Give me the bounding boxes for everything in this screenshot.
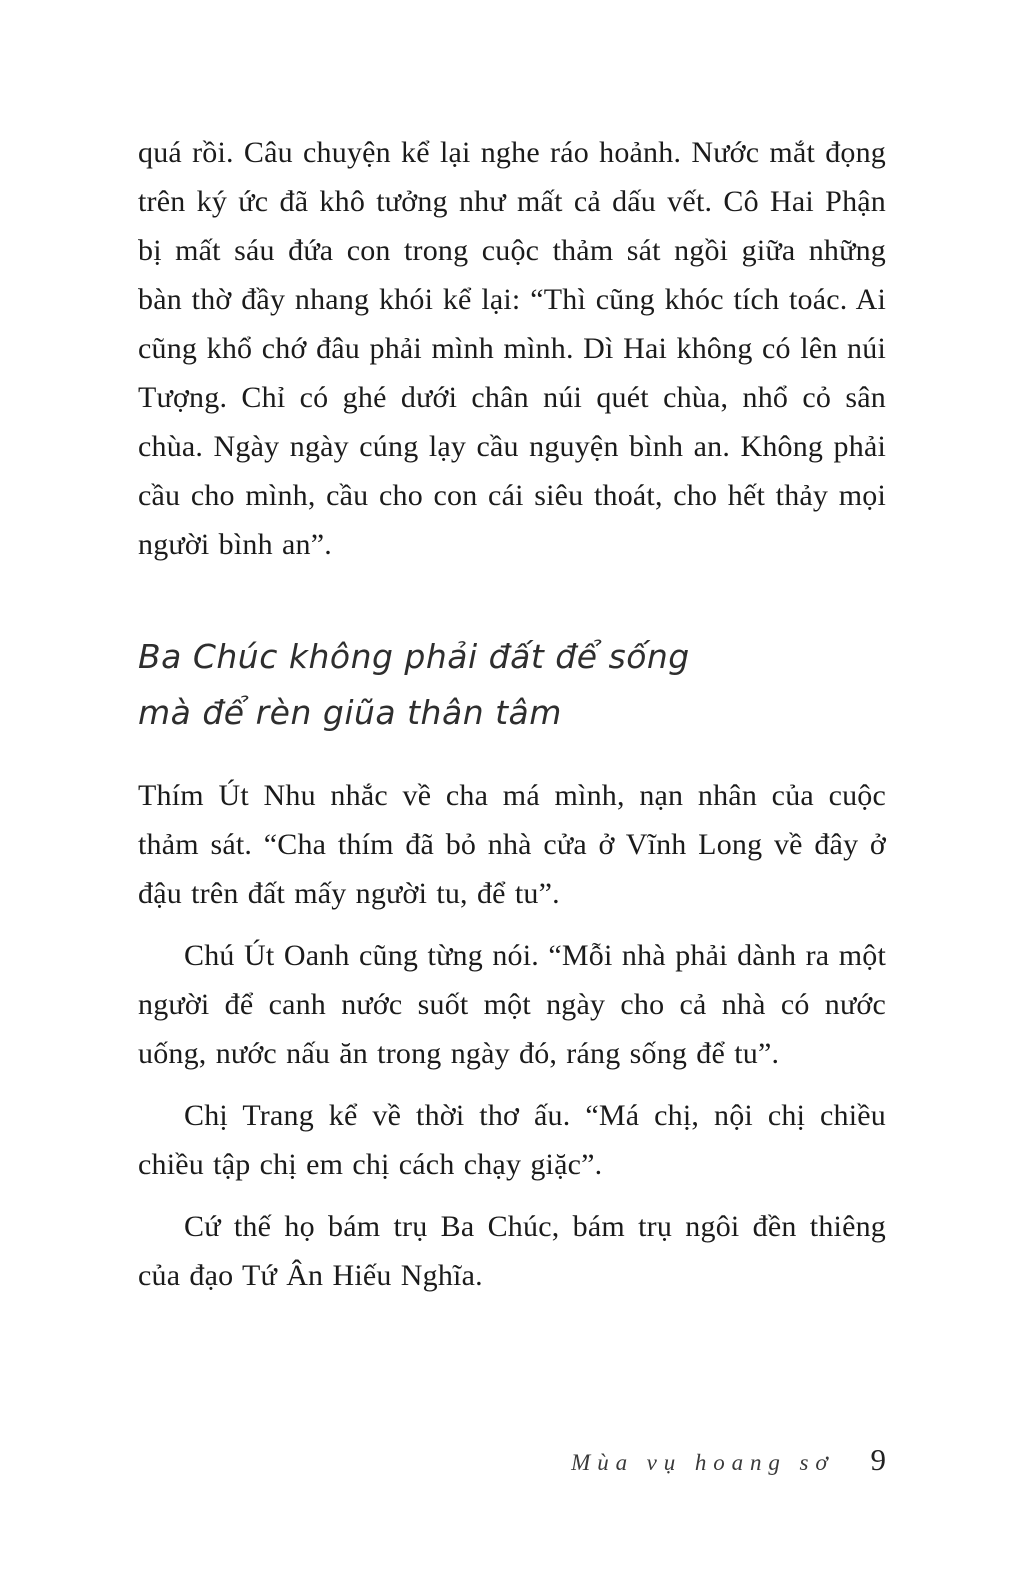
paragraph: Chú Út Oanh cũng từng nói. “Mỗi nhà phải dành ra một người để canh nước suốt một ngày cho cả nhà có nước uống, nước nấu ăn trong ngày đó, ráng sống để tu”. xyxy=(138,939,886,1070)
running-title: Mùa vụ hoang sơ xyxy=(571,1450,835,1475)
section-heading-line-2: mà để rèn giũa thân tâm xyxy=(138,693,562,732)
paragraph: Cứ thế họ bám trụ Ba Chúc, bám trụ ngôi đền thiêng của đạo Tứ Ân Hiếu Nghĩa. xyxy=(138,1210,886,1292)
page-number: 9 xyxy=(870,1442,886,1477)
paragraph-continuation: quá rồi. Câu chuyện kể lại nghe ráo hoảnh. Nước mắt đọng trên ký ức đã khô tưởng như mất cả dấu vết. Cô Hai Phận bị mất sáu đứa con trong cuộc thảm sát ngồi giữa những bàn thờ đầy nhang khói kể lại: “Thì cũng khóc tích toác. Ai cũng khổ chớ đâu phải mình mình. Dì Hai không có lên núi Tượng. Chỉ có ghé dưới chân núi quét chùa, nhổ cỏ sân chùa. Ngày ngày cúng lạy cầu nguyện bình an. Không phải cầu cho mình, cầu cho con cái siêu thoát, cho hết thảy mọi người bình an”. xyxy=(138,136,886,561)
page-body xyxy=(138,128,886,1313)
paragraph: Chị Trang kể về thời thơ ấu. “Má chị, nội chị chiều chiều tập chị em chị cách chạy giặc”. xyxy=(138,1099,886,1181)
paragraph: Thím Út Nhu nhắc về cha má mình, nạn nhân của cuộc thảm sát. “Cha thím đã bỏ nhà cửa ở Vĩnh Long về đây ở đậu trên đất mấy người tu, để tu”. xyxy=(138,779,886,910)
page-footer xyxy=(571,1442,886,1478)
section-heading xyxy=(138,629,886,741)
section-heading-line-1: Ba Chúc không phải đất để sống xyxy=(138,637,690,676)
